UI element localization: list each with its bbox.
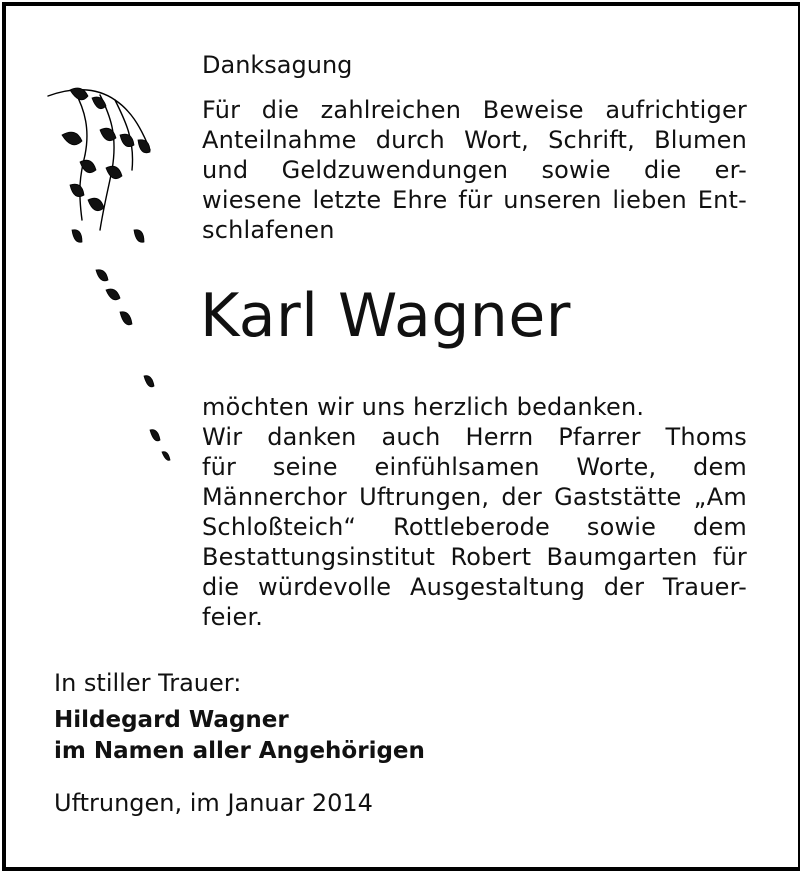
deceased-name: Karl Wagner bbox=[200, 281, 571, 351]
thanks-line: Männerchor Uftrungen, der Gaststätte „Am bbox=[202, 483, 747, 511]
birch-leaves-icon bbox=[40, 80, 190, 480]
notice-heading: Danksagung bbox=[202, 51, 353, 79]
intro-line: schlafenen bbox=[202, 216, 335, 244]
signatory-relatives: im Namen aller Angehörigen bbox=[54, 738, 425, 764]
thanks-line: möchten wir uns herzlich bedanken. bbox=[202, 393, 645, 421]
place-date: Uftrungen, im Januar 2014 bbox=[54, 789, 373, 817]
intro-line: wiesene letzte Ehre für unseren lieben Ent- bbox=[202, 186, 747, 214]
thanks-line: Wir danken auch Herrn Pfarrer Thoms bbox=[202, 423, 747, 451]
thanks-line: für seine einfühlsamen Worte, dem bbox=[202, 453, 747, 481]
thanks-line: feier. bbox=[202, 603, 264, 631]
intro-line: Für die zahlreichen Beweise aufrichtiger bbox=[202, 96, 747, 124]
intro-line: Anteilnahme durch Wort, Schrift, Blumen bbox=[202, 126, 747, 154]
thanks-line: die würdevolle Ausgestaltung der Trauer- bbox=[202, 573, 747, 601]
mourning-label: In stiller Trauer: bbox=[54, 669, 242, 697]
thanks-paragraph bbox=[202, 392, 747, 632]
intro-paragraph bbox=[202, 95, 747, 245]
intro-line: und Geldzuwendungen sowie die er- bbox=[202, 156, 747, 184]
signatory-name: Hildegard Wagner bbox=[54, 707, 289, 733]
thanks-line: Bestattungsinstitut Robert Baumgarten für bbox=[202, 543, 747, 571]
thanks-line: Schloßteich“ Rottleberode sowie dem bbox=[202, 513, 747, 541]
